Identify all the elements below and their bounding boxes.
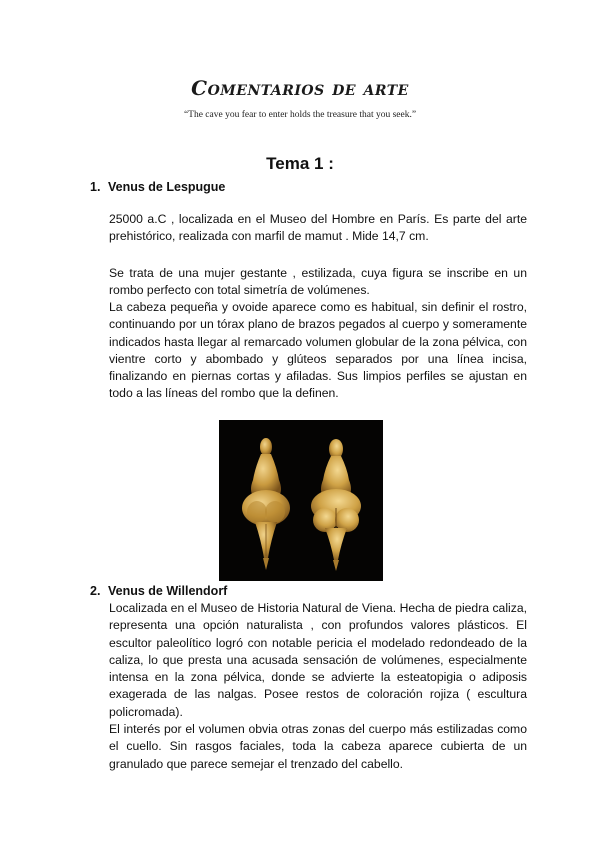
venus-lespugue-photo xyxy=(219,420,383,581)
section-heading-venus-willendorf xyxy=(90,584,227,598)
topic-title: Tema 1 : xyxy=(266,154,334,173)
section-number: 2. xyxy=(90,584,101,598)
figurine-front-view xyxy=(242,438,290,570)
paragraph: Se trata de una mujer gestante , estilizada, cuya figura se inscribe en un rombo perfecto con total simetría de volúmenes. xyxy=(109,266,527,298)
paragraph: La cabeza pequeña y ovoide aparece como es habitual, sin definir el rostro, continuando por un tórax plano de brazos pegados al cuerpo y someramente indicados hasta llegar al remarcado volumen globular de la zona pélvica, con vientre corto y abombado y glúteos separados por una línea incisa, finalizando en piernas cortas y afiladas. Sus limpios perfiles se ajustan en todo a las líneas del rombo que la definen. xyxy=(109,300,527,401)
section-heading-text: Venus de Willendorf xyxy=(108,584,228,598)
section-heading-text: Venus de Lespugue xyxy=(108,180,226,194)
document-title: Comentarios de arte xyxy=(191,76,409,100)
paragraph: 25000 a.C , localizada en el Museo del Hombre en París. Es parte del arte prehistórico, realizada con marfil de mamut . Mide 14,7 cm. xyxy=(109,212,527,244)
epigraph-quote: “The cave you fear to enter holds the treasure that you seek.” xyxy=(183,110,417,120)
paragraph: El interés por el volumen obvia otras zonas del cuerpo más estilizadas como el cuello. Sin rasgos faciales, toda la cabeza aparece cubierta de un granulado que parece semejar el trenzado del cabello. xyxy=(109,722,527,771)
section-number: 1. xyxy=(90,180,101,194)
venus-lespugue-figurines xyxy=(219,420,383,581)
figurine-back-view xyxy=(311,439,361,571)
section-heading-venus-lespugue xyxy=(90,180,225,194)
paragraph: Localizada en el Museo de Historia Natural de Viena. Hecha de piedra caliza, representa una opción naturalista , con profundos valores plásticos. El escultor paleolítico logró con notable pericia el modelado redondeado de la caliza, lo que presta una acusada sensación de volúmenes, especialmente intensa en la zona pélvica, donde se advierte la esteatopigia o adiposis exagerada de las nalgas. Posee restos de coloración rojiza ( escultura policromada). xyxy=(109,601,527,719)
